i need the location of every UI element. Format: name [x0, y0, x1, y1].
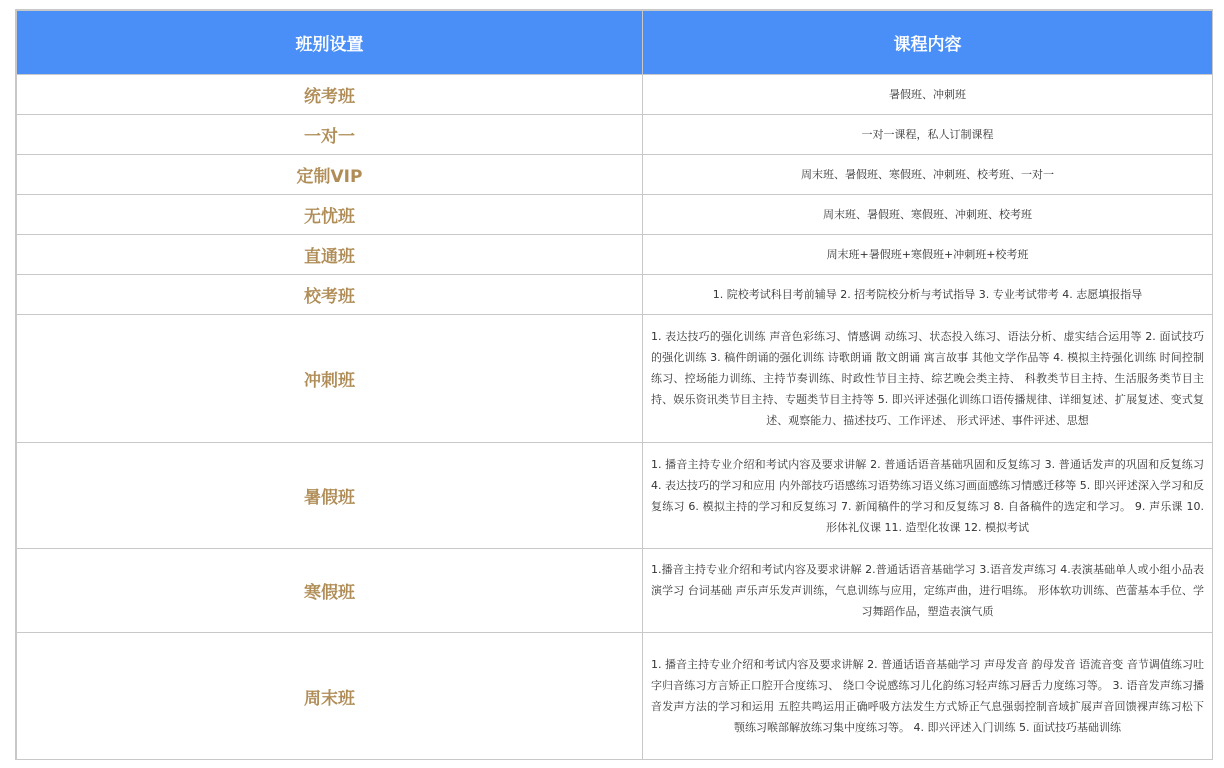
- table-row: [17, 443, 1213, 549]
- class-name: 寒假班: [17, 549, 643, 633]
- table-row: [17, 315, 1213, 443]
- table-row: [17, 155, 1213, 195]
- class-name: 周末班: [17, 633, 643, 760]
- course-content: 一对一课程，私人订制课程: [643, 115, 1213, 155]
- table-row: [17, 115, 1213, 155]
- course-content: 周末班+暑假班+寒假班+冲刺班+校考班: [643, 235, 1213, 275]
- table-row: [17, 195, 1213, 235]
- header-class-setting: 班别设置: [17, 11, 643, 75]
- header-course-content: 课程内容: [643, 11, 1213, 75]
- table-row: [17, 75, 1213, 115]
- class-name: 校考班: [17, 275, 643, 315]
- course-content: 1. 表达技巧的强化训练 声音色彩练习、情感调 动练习、状态投入练习、语法分析、虚实结合运用等 2. 面试技巧的强化训练 3. 稿件朗诵的强化训练 诗歌朗诵 散文朗诵 寓言故事 其他文学作品等 4. 模拟主持强化训练 时间控制练习、控场能力训练、主持节奏训练、时政性节目主持、综艺晚会类主持、 科教类节目主持、生活服务类节目主持、娱乐资讯类节目主持、专题类节目主持等 5. 即兴评述强化训练口语传播规律、详细复述、扩展复述、变式复述、观察能力、描述技巧、工作评述、 形式评述、事件评述、思想: [643, 315, 1213, 443]
- table-row: [17, 235, 1213, 275]
- table-row: [17, 549, 1213, 633]
- course-table: [16, 10, 1213, 760]
- course-content: 暑假班、冲刺班: [643, 75, 1213, 115]
- class-name: 直通班: [17, 235, 643, 275]
- course-content: 1. 院校考试科目考前辅导 2. 招考院校分析与考试指导 3. 专业考试带考 4. 志愿填报指导: [643, 275, 1213, 315]
- class-name: 定制VIP: [17, 155, 643, 195]
- course-content: 1. 播音主持专业介绍和考试内容及要求讲解 2. 普通话语音基础巩固和反复练习 3. 普通话发声的巩固和反复练习 4. 表达技巧的学习和应用 内外部技巧语感练习语势练习语义练习画面感练习情感迁移等 5. 即兴评述深入学习和反复练习 6. 模拟主持的学习和反复练习 7. 新闻稿件的学习和反复练习 8. 自备稿件的选定和学习。 9. 声乐课 10. 形体礼仪课 11. 造型化妆课 12. 模拟考试: [643, 443, 1213, 549]
- table-row: [17, 275, 1213, 315]
- class-name: 一对一: [17, 115, 643, 155]
- course-content: 周末班、暑假班、寒假班、冲刺班、校考班、一对一: [643, 155, 1213, 195]
- table-row: [17, 633, 1213, 760]
- class-name: 冲刺班: [17, 315, 643, 443]
- course-table-container: [15, 9, 1213, 760]
- header-row: [17, 11, 1213, 75]
- class-name: 暑假班: [17, 443, 643, 549]
- course-content: 1. 播音主持专业介绍和考试内容及要求讲解 2. 普通话语音基础学习 声母发音 韵母发音 语流音变 音节调值练习吐字归音练习方言矫正口腔开合度练习、 绕口令说感练习儿化韵练习轻声练习唇舌力度练习等。 3. 语音发声练习播音发声方法的学习和运用 五腔共鸣运用正确呼吸方法发生方式矫正气息强弱控制音域扩展声音回馈裸声练习松下颚练习喉部解放练习集中度练习等。 4. 即兴评述入门训练 5. 面试技巧基础训练: [643, 633, 1213, 760]
- class-name: 无忧班: [17, 195, 643, 235]
- course-content: 1.播音主持专业介绍和考试内容及要求讲解 2.普通话语音基础学习 3.语音发声练习 4.表演基础单人或小组小品表演学习 台词基础 声乐声乐发声训练，气息训练与应用，定练声曲，进行唱练。 形体软功训练、芭蕾基本手位、学习舞蹈作品，塑造表演气质: [643, 549, 1213, 633]
- class-name: 统考班: [17, 75, 643, 115]
- course-content: 周末班、暑假班、寒假班、冲刺班、校考班: [643, 195, 1213, 235]
